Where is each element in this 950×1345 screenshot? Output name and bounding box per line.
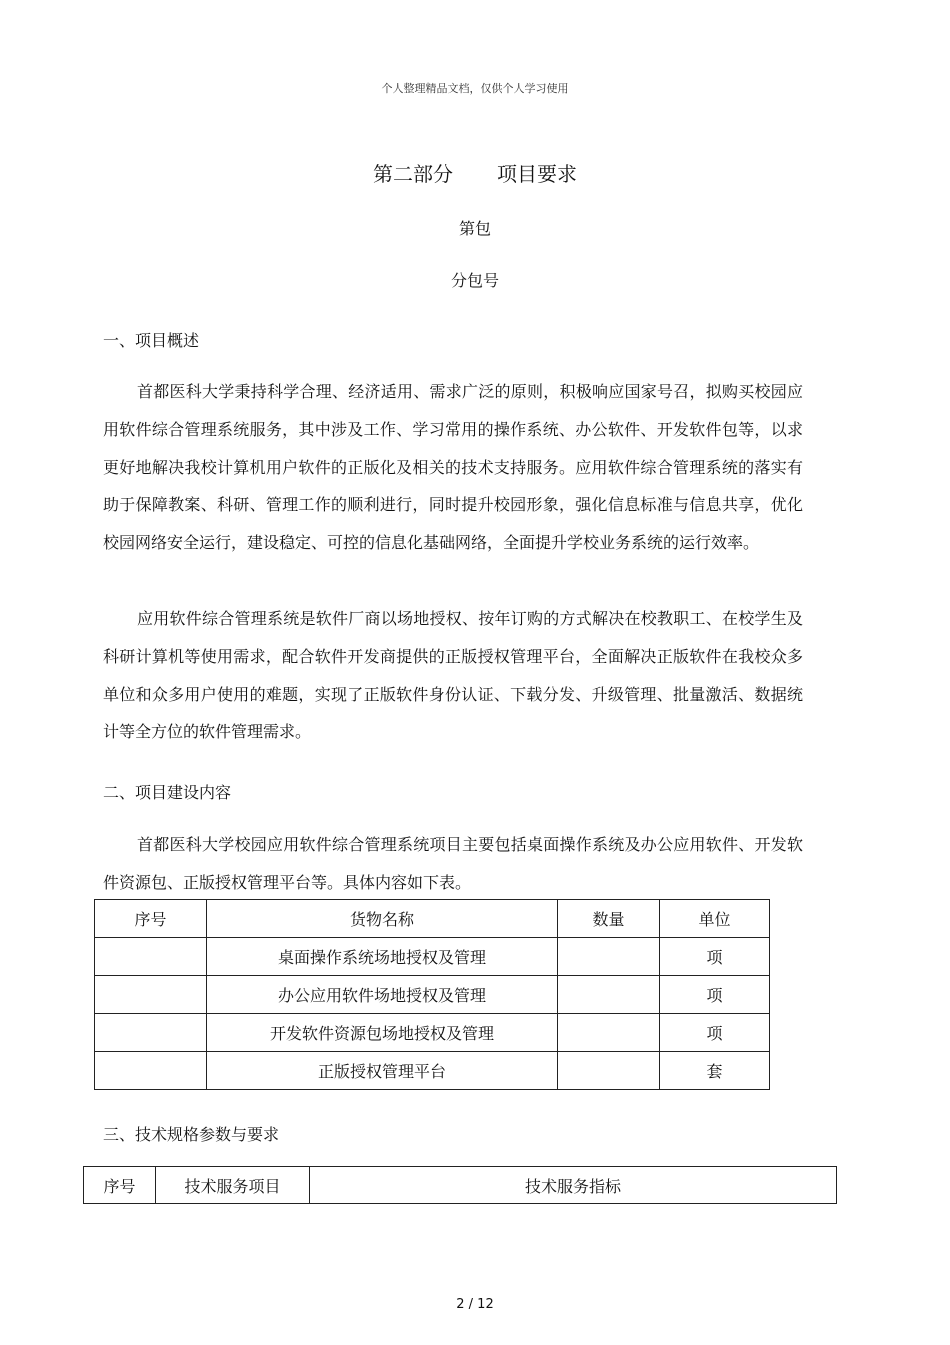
cell-name: 开发软件资源包场地授权及管理 bbox=[207, 1014, 558, 1052]
tech-table-header bbox=[84, 1167, 837, 1204]
section1-heading: 一、项目概述 bbox=[103, 331, 200, 350]
col-header-service-item: 技术服务项目 bbox=[156, 1167, 310, 1204]
sub-package-label: 分包号 bbox=[450, 271, 499, 290]
cell-unit: 项 bbox=[660, 1014, 770, 1052]
table-row bbox=[95, 1014, 770, 1052]
cell-unit: 套 bbox=[660, 1052, 770, 1090]
table-row bbox=[95, 976, 770, 1014]
package-label: 第包 bbox=[458, 219, 491, 238]
title-name: 项目要求 bbox=[497, 162, 577, 186]
goods-table bbox=[94, 899, 770, 1090]
col-header-service-spec: 技术服务指标 bbox=[310, 1167, 837, 1204]
col-header-name: 货物名称 bbox=[207, 900, 558, 938]
col-header-no: 序号 bbox=[95, 900, 207, 938]
col-header-unit: 单位 bbox=[660, 900, 770, 938]
cell-name: 桌面操作系统场地授权及管理 bbox=[207, 938, 558, 976]
cell-qty bbox=[558, 938, 660, 976]
cell-unit: 项 bbox=[660, 938, 770, 976]
col-header-no: 序号 bbox=[84, 1167, 156, 1204]
section1-paragraph-1: 首都医科大学秉持科学合理、经济适用、需求广泛的原则，积极响应国家号召，拟购买校园应用软件综合管理系统服务，其中涉及工作、学习常用的操作系统、办公软件、开发软件包等，以求更好地解决我校计算机用户软件的正版化及相关的技术支持服务。应用软件综合管理系统的落实有助于保障教案、科研、管理工作的顺利进行，同时提升校园形象，强化信息标准与信息共享，优化校园网络安全运行，建设稳定、可控的信息化基础网络，全面提升学校业务系统的运行效率。 bbox=[103, 382, 803, 553]
cell-unit: 项 bbox=[660, 976, 770, 1014]
cell-no bbox=[95, 1052, 207, 1090]
tech-spec-table bbox=[83, 1166, 837, 1204]
cell-no bbox=[95, 976, 207, 1014]
cell-qty bbox=[558, 976, 660, 1014]
col-header-qty: 数量 bbox=[558, 900, 660, 938]
cell-no bbox=[95, 938, 207, 976]
section2-paragraph: 首都医科大学校园应用软件综合管理系统项目主要包括桌面操作系统及办公应用软件、开发软件资源包、正版授权管理平台等。具体内容如下表。 bbox=[103, 835, 803, 892]
header-note: 个人整理精品文档，仅供个人学习使用 bbox=[381, 82, 569, 95]
section2-heading: 二、项目建设内容 bbox=[103, 783, 232, 802]
title-part: 第二部分 bbox=[373, 162, 453, 186]
page-title bbox=[0, 158, 950, 187]
cell-qty bbox=[558, 1014, 660, 1052]
table-row bbox=[95, 1052, 770, 1090]
page-number: 2 / 12 bbox=[456, 1297, 494, 1312]
table-row bbox=[95, 938, 770, 976]
goods-table-header bbox=[95, 900, 770, 938]
cell-no bbox=[95, 1014, 207, 1052]
section1-paragraph-2: 应用软件综合管理系统是软件厂商以场地授权、按年订购的方式解决在校教职工、在校学生及科研计算机等使用需求，配合软件开发商提供的正版授权管理平台，全面解决正版软件在我校众多单位和众多用户使用的难题，实现了正版软件身份认证、下载分发、升级管理、批量激活、数据统计等全方位的软件管理需求。 bbox=[103, 609, 803, 742]
cell-name: 正版授权管理平台 bbox=[207, 1052, 558, 1090]
cell-name: 办公应用软件场地授权及管理 bbox=[207, 976, 558, 1014]
cell-qty bbox=[558, 1052, 660, 1090]
section3-heading: 三、技术规格参数与要求 bbox=[103, 1125, 280, 1144]
